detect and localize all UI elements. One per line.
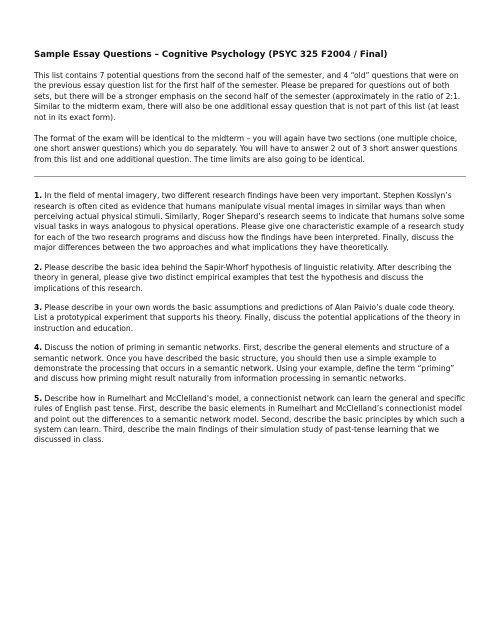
question-item: [34, 343, 466, 385]
question-text: Please describe the basic idea behind the Sapir-Whorf hypothesis of linguistic relativity. After describing the theory in general, please give two distinct empirical examples that test the hypothesis and discuss the implications of this research.: [34, 262, 452, 293]
question-item: [34, 263, 466, 294]
question-number: 5.: [34, 393, 43, 403]
intro-paragraph-scope: This list contains 7 potential questions from the second half of the semester, and 4 “old” questions that were on the previous essay question list for the first half of the semester. Please be prepared for questions out of both sets, but there will be a stronger emphasis on the second half of the semester (approximately in the ratio of 2:1. Similar to the midterm exam, there will also be one additional essay question that is not part of this list (at least not in its exact form).: [34, 71, 461, 122]
question-number: 4.: [34, 343, 43, 353]
question-number: 1.: [34, 191, 43, 201]
question-item: [34, 394, 466, 446]
question-text: In the field of mental imagery, two different research findings have been very important. Stephen Kosslyn’s research is often cited as evidence that humans manipulate visual mental images in similar ways than when perceiving actual physical stimuli. Similarly, Roger Shepard’s research seems to indicate that humans solve some visual tasks in ways analogous to physical operations. Please give one characteristic example of a research study for each of the two research programs and discuss how the findings have been interpreted. Finally, discuss the major differences between the two approaches and what implications they have theoretically.: [34, 191, 465, 253]
question-text: Discuss the notion of priming in semantic networks. First, describe the general elements and structure of a semantic network. Once you have described the basic structure, you should then use a simple example to demonstrate the processing that occurs in a semantic network. Using your example, define the term “priming” and discuss how priming might result naturally from information processing in semantic networks.: [34, 343, 455, 384]
question-number: 2.: [34, 262, 43, 272]
intro-paragraph-format: The format of the exam will be identical to the midterm – you will again have two sections (one multiple choice, one short answer questions) which you do separately. You will have to answer 2 out of 3 short answer questions from this list and one additional question. The time limits are also going to be identical.: [34, 134, 458, 164]
section-divider: [34, 176, 466, 177]
question-text: Describe how in Rumelhart and McClelland’s model, a connectionist network can learn the general and specific rules of English past tense. First, describe the basic elements in Rumelhart and McClelland’s connectionist model and point out the differences to a semantic network model. Second, describe the basic principles by which such a system can learn. Third, describe the main findings of their simulation study of past-tense learning that we discussed in class.: [34, 393, 466, 445]
question-item: [34, 191, 466, 253]
document-title: Sample Essay Questions – Cognitive Psychology (PSYC 325 F2004 / Final): [34, 50, 388, 60]
question-text: Please describe in your own words the basic assumptions and predictions of Alan Paivio’s duale code theory. List a prototypical experiment that supports his theory. Finally, discuss the potential applications of the theory in instruction and education.: [34, 302, 461, 333]
question-item: [34, 303, 466, 334]
question-number: 3.: [34, 302, 43, 312]
document-content: [34, 50, 466, 455]
